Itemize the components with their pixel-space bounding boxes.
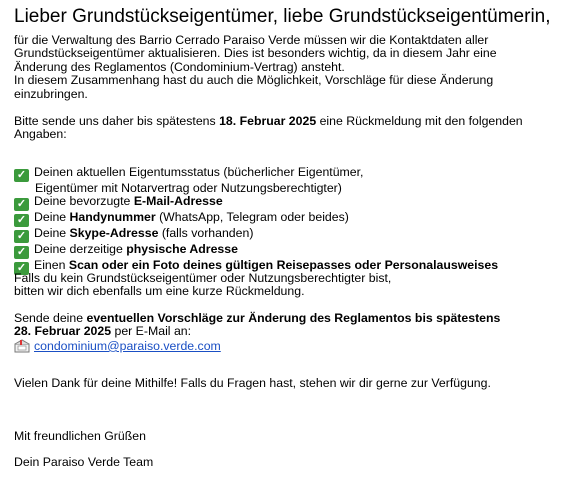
checklist-item-ownership — [14, 166, 574, 182]
checklist-item-bold: physische Adresse — [126, 242, 238, 257]
non-owner-paragraph — [14, 272, 564, 299]
proposals-pre: Sende deine — [14, 311, 87, 325]
request-line-2: Angaben: — [14, 127, 67, 142]
checklist-item-bold: Skype-Adresse — [69, 226, 159, 241]
mailbox-icon — [14, 339, 30, 356]
closing-regards: Mit freundlichen Grüßen — [14, 429, 146, 443]
proposals-post: per E-Mail an: — [111, 324, 192, 339]
check-mark-icon: ✓ — [14, 262, 29, 275]
thanks-paragraph: Vielen Dank für deine Mithilfe! Falls du Fragen hast, stehen wir dir gerne zur Verfügung. — [14, 376, 491, 390]
checklist-item-text: Deine bevorzugte — [34, 194, 134, 209]
checklist-item-email — [14, 195, 574, 211]
checklist-item-post: (falls vorhanden) — [158, 226, 254, 241]
request-post: eine Rückmeldung mit den folgenden — [316, 114, 523, 128]
intro-line: Grundstückseigentümer aktualisieren. Dies ist besonders wichtig, da in diesem Jahr eine — [14, 46, 497, 61]
proposals-paragraph — [14, 312, 564, 356]
signature-team: Dein Paraiso Verde Team — [14, 455, 154, 469]
checklist-item-bold: Handynummer — [69, 210, 156, 225]
proposals-bold: eventuellen Vorschläge zur Änderung des Reglamentos bis spätestens — [86, 311, 501, 325]
email-line — [14, 339, 564, 356]
request-deadline: 18. Februar 2025 — [219, 114, 317, 128]
request-line — [14, 115, 569, 128]
checklist-item-text: Einen — [34, 258, 69, 273]
checklist-item-post: (WhatsApp, Telegram oder beides) — [155, 210, 349, 225]
check-mark-icon: ✓ — [14, 198, 29, 211]
non-owner-line: bitten wir dich ebenfalls um eine kurze Rückmeldung. — [14, 284, 305, 299]
check-mark-icon: ✓ — [14, 214, 29, 227]
check-mark-icon: ✓ — [14, 230, 29, 243]
intro-line: In diesem Zusammenhang hast du auch die Möglichkeit, Vorschläge für diese Änderung — [14, 73, 494, 88]
intro-line: Änderung des Reglamentos (Condominium-Vertrag) ansteht. — [14, 59, 345, 74]
check-mark-icon: ✓ — [14, 169, 29, 182]
intro-line: für die Verwaltung des Barrio Cerrado Paraiso Verde müssen wir die Kontaktdaten aller — [14, 33, 489, 47]
checklist-item-text: Deine — [34, 210, 70, 225]
proposals-line — [14, 312, 564, 325]
intro-paragraph — [14, 34, 564, 101]
email-link[interactable]: condominium@paraiso.verde.com — [34, 338, 221, 353]
intro-line: einzubringen. — [14, 86, 88, 101]
checklist-item-skype — [14, 227, 574, 243]
checklist-item-bold: Scan oder ein Foto deines gültigen Reisepasses oder Personalausweises — [68, 258, 499, 273]
proposals-deadline: 28. Februar 2025 — [14, 324, 112, 339]
checklist-item-continuation: Eigentümer mit Notarvertrag oder Nutzungsberechtigter) — [35, 181, 342, 195]
non-owner-line: Falls du kein Grundstückseigentümer oder Nutzungsberechtigter bist, — [14, 271, 392, 285]
proposals-line-2 — [14, 325, 564, 338]
checklist-item-bold: E-Mail-Adresse — [133, 194, 223, 209]
request-paragraph — [14, 115, 569, 142]
request-pre: Bitte sende uns daher bis spätestens — [14, 114, 220, 128]
checklist-item-text: Deine derzeitige — [34, 242, 127, 257]
checklist — [14, 166, 574, 275]
checklist-item-text: Deine — [34, 226, 70, 241]
checklist-item-address — [14, 243, 574, 259]
check-mark-icon: ✓ — [14, 246, 29, 259]
checklist-item-phone — [14, 211, 574, 227]
greeting-heading: Lieber Grundstückseigentümer, liebe Grundstückseigentümerin, — [14, 6, 551, 27]
checklist-item-text: Deinen aktuellen Eigentumsstatus (bücherlicher Eigentümer, — [34, 165, 364, 179]
